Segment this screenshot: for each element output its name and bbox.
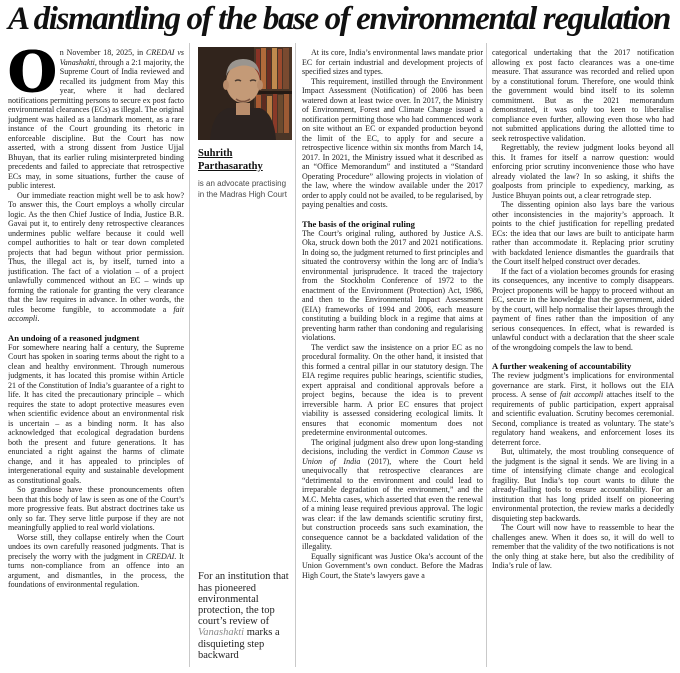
drop-cap: O bbox=[8, 43, 57, 105]
article-columns bbox=[8, 43, 674, 667]
paragraph: If the fact of a violation becomes grounds for erasing its consequences, any incentive to comply disappears. Project proponents will be happy to proceed without an EC, secure in the knowledge that the government, aided by the court, will help normalise their lapses through the payment of fines rather than the imposition of any serious consequences. In effect, what is rewarded is unlawful conduct with a declaration that the sheer scale of the wrongdoing compels the law to bend. bbox=[492, 266, 674, 352]
paragraph: Our immediate reaction might well be to ask how? To answer this, the Court employs a wholly circular logic. As the then Chief Justice of India, Justice B.R. Gavai put it, to entirely deny retrospective clearances undermines public welfare because it could well compel authorities to halt or tear down completed projects that had begun without prior permission. Thus, the illegal act is, by itself, turned into a justification. The fact of a violation – of a project unlawfully commenced without an EC – winds up forming the rationale for granting the very clearance that the law requires in advance. In other words, the rules become fungible, to accommodate a fait accompli. bbox=[8, 190, 184, 323]
author-photo bbox=[198, 47, 292, 140]
column-3 bbox=[492, 43, 674, 667]
paragraph: The Court’s original ruling, authored by Justice A.S. Oka, struck down both the 2017 and 2021 notifications. In doing so, the judgment returned to first principles and situated the controversy within the long arc of India’s environmental jurisprudence. It traced the trajectory from the Stockholm Conference of 1972 to the enactment of the Environment (Protection) Act, 1986, and then to the Environmental Impact Assessment (EIA) frameworks of 1994 and 2006, each measure constituting a building block in a regime that aims at preventing harm rather than condoning and regularising violations. bbox=[302, 228, 483, 342]
author-name-link[interactable]: Suhrith Parthasarathy bbox=[198, 148, 263, 172]
paragraph: For somewhere nearing half a century, the Supreme Court has spoken in soaring terms about the right to a clean and healthy environment. Through numerous judgments, it has located this promise within Article 21 of the Constitution of India’s guarantee of a right to life. It has cited the precautionary principle – which requires the state to adopt protective measures even when scientific evidence about an environmental risk is uncertain – as a binding norm. It has also acknowledged that ecological degradation burdens both the present and future generations. It has enunciated a right against the harms of climate change, and it has appealed to principles of intergenerational equity and sustainable development as constitutional goals. bbox=[8, 342, 184, 485]
pull-quote: For an institution that has pioneered environmental protection, the top court’s review of Vanashakti marks a disquieting step backward bbox=[198, 571, 289, 661]
paragraph: So grandiose have these pronouncements often been that this body of law is seen as one of the Court’s more progressive feats. But abstract doctrines take us only so far. They serve little purpose if they are not meaningfully applied to real world violations. bbox=[8, 485, 184, 532]
paragraph: But, ultimately, the most troubling consequence of the judgment is the signal it sends. We are living in a time of intensifying climate change and ecological fragility. But India’s top court wants to dilute the already-flailing tools to ensure accountability. For an institution that has long prided itself on pioneering environmental protection, the review marks a decidedly disquieting step backwards. bbox=[492, 447, 674, 523]
paragraph: The original judgment also drew upon long-standing decisions, including the verdict in Common Cause vs Union of India (2017), where the Court held unequivocally that retrospective clearances are “detrimental to the environment and could lead to irreparable degradation of the environment,” and the M.C. Mehta cases, which asserted that even the renewal of a mining lease required previous approval. The logic was clear: if the law demands scientific scrutiny first, but construction proceeds sans such examination, the consequence cannot be a backdated validation of the illegality. bbox=[302, 437, 483, 551]
paragraph: At its core, India’s environmental laws mandate prior EC for certain industrial and development projects of specified sizes and types. bbox=[302, 48, 483, 76]
column-divider bbox=[295, 43, 296, 667]
paragraph: Equally significant was Justice Oka’s account of the Union Government’s own conduct. Before the Madras High Court, the State’s lawyers gave a bbox=[302, 551, 483, 580]
headline: A dismantling of the base of environmental regulation bbox=[8, 1, 670, 37]
section-subhead: A further weakening of accountability bbox=[492, 361, 632, 371]
paragraph: Regrettably, the review judgment looks beyond all this. It frames for itself a narrow question: would enforcing prior scrutiny inconvenience those who have already violated the law? In so asking, it shifts the goalposts from principle to expediency, marking, as Justice Bhuyan points out, a clear retrograde step. bbox=[492, 143, 674, 200]
opening-paragraph bbox=[8, 43, 184, 191]
section-subhead: An undoing of a reasoned judgment bbox=[8, 332, 140, 343]
paragraph: This requirement, instilled through the Environment Impact Assessment (Notification) of 2006 has been watered down at least twice over. In 2017, the Ministry of Environment, Forest and Climate Change issued a notification permitting those who had commenced work on site without an EC or expanded production beyond the limit of the EC, to apply for and secure a retrospective licence within six months from March 14, 2017. In 2021, the Ministry issued what it described as an “Office Memorandum” and instituted a “Standard Operating Procedure” allowing projects in violation of the law, where the window available under the 2017 order to apply could not be availed, to be regularised, by paying penalties and costs. bbox=[302, 76, 483, 209]
column-divider bbox=[486, 43, 487, 667]
column-1 bbox=[8, 43, 184, 667]
column-2 bbox=[302, 43, 483, 667]
paragraph: The verdict saw the insistence on a prior EC as no procedural formality. On the other hand, it insisted that this formed a central pillar in our statutory design. The EIA regime requires public hearings, scientific studies, expert appraisal and conditional approvals before a project begins, because the idea is to prevent irreversible harm. A prior EC ensures that project viability is assessed considering ecological limits. It ensures that economic momentum does not predetermine environmental outcomes. bbox=[302, 342, 483, 437]
paragraph: Worse still, they collapse entirely when the Court undoes its own carefully reasoned judgments. That is precisely the worry with the judgment in CREDAI. It turns non-compliance from an offence into an argument, and dismantles, in the process, the foundations of environmental regulation. bbox=[8, 532, 184, 589]
paragraph: categorical undertaking that the 2017 notification allowing ex post facto clearances was a one-time measure. That assurance was recorded and relied upon by a constitutional forum. Therefore, one would think the government would bind itself to its solemn commitment. But as the 2021 memorandum demonstrated, it was only too keen to liberalise compliance even further, allowing even those who had not submitted applications during the allotted time to seek retrospective validation. bbox=[492, 48, 674, 143]
paragraph: The Court will now have to reassemble to hear the challenges anew. When it does so, it will do well to remember that the validity of the two notifications is not the only thing at stake here, but also the credibility of India’s rule of law. bbox=[492, 523, 674, 570]
author-bio: is an advocate practising in the Madras High Court bbox=[198, 179, 287, 199]
section-subhead: The basis of the original ruling bbox=[302, 218, 415, 229]
paragraph: The review judgment’s implications for environmental governance are stark. First, it hollows out the EIA process. A sense of fait accompli attaches itself to the requirements of public participation, expert appraisal and scientific evaluation. Scrutiny becomes ceremonial. Second, compliance is treated as voluntary. The state’s regulatory hand weakens, and enforcement loses its deterrent force. bbox=[492, 371, 674, 447]
author-rail bbox=[198, 43, 292, 667]
paragraph-text: n November 18, 2025, in CREDAI vs Vanashakti, through a 2:1 majority, the Supreme Court of India reviewed and recalled its judgment from May this year, where it had declared notifications permitting persons to secure ex post facto environmental clearances (ECs) as illegal. The original judgment was hailed as a landmark moment, as a rare instance of the Court grounding its rhetoric in enforceable discipline. But the Court has now asserted, with a strong dissent from Justice Ujjal Bhuyan, that its earlier ruling misinterpreted binding precedents and failed to appreciate that retrospective ECs may, in some situations, further the cause of public interest. bbox=[8, 48, 184, 190]
paragraph: The dissenting opinion also lays bare the various other inconsistencies in the majority’s approach. It points to the chief justification for repelling predated ECs: the idea that our laws are built to anticipate harm rather than accommodate it. Replacing prior scrutiny with backdated lenience dismantles the guardrails that the Court itself helped construct over decades. bbox=[492, 200, 674, 266]
column-divider bbox=[189, 43, 190, 667]
